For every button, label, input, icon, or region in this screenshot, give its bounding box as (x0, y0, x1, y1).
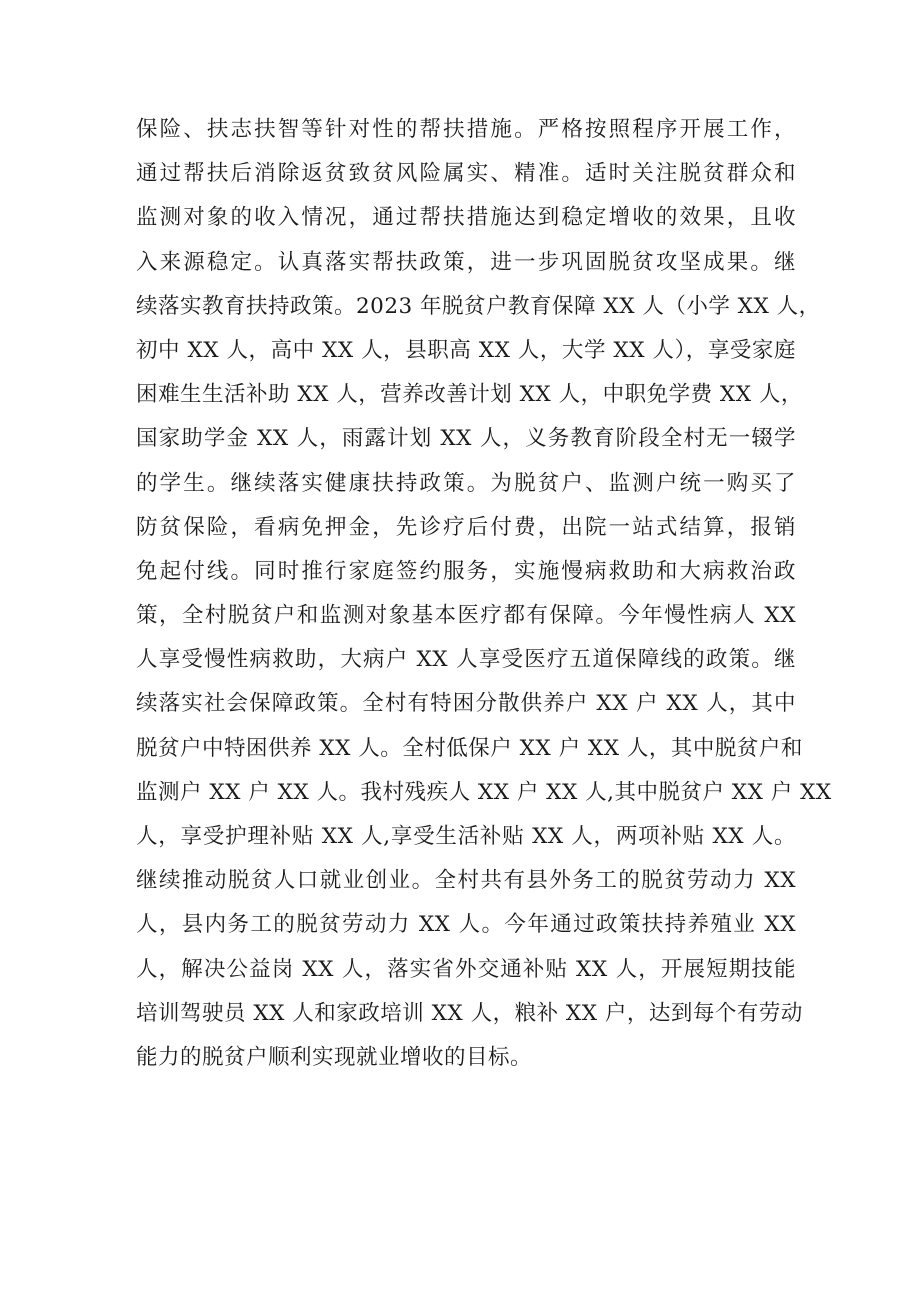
text-line: 续落实教育扶持政策。2023 年脱贫户教育保障 XX 人（小学 XX 人， (136, 293, 821, 319)
text-line: 人，县内务工的脱贫劳动力 XX 人。今年通过政策扶持养殖业 XX (136, 912, 796, 938)
text-line: 国家助学金 XX 人，雨露计划 XX 人，义务教育阶段全村无一辍学 (136, 426, 796, 452)
text-line: 人享受慢性病救助，大病户 XX 人享受医疗五道保障线的政策。继 (136, 647, 796, 673)
text-line: 能力的脱贫户顺利实现就业增收的目标。 (136, 1044, 533, 1070)
text-line: 免起付线。同时推行家庭签约服务，实施慢病救助和大病救治政 (136, 558, 796, 584)
text-line: 继续推动脱贫人口就业创业。全村共有县外务工的脱贫劳动力 XX (136, 868, 796, 894)
text-line: 培训驾驶员 XX 人和家政培训 XX 人，粮补 XX 户，达到每个有劳动 (136, 1000, 803, 1026)
text-line: 保险、扶志扶智等针对性的帮扶措施。严格按照程序开展工作， (136, 117, 796, 142)
text-line: 初中 XX 人，高中 XX 人，县职高 XX 人，大学 XX 人），享受家庭 (136, 337, 796, 363)
text-line: 续落实社会保障政策。全村有特困分散供养户 XX 户 XX 人，其中 (136, 691, 796, 717)
text-line: 通过帮扶后消除返贫致贫风险属实、精准。适时关注脱贫群众和 (136, 161, 796, 187)
body-paragraph (136, 108, 832, 1080)
text-line: 的学生。继续落实健康扶持政策。为脱贫户、监测户统一购买了 (136, 470, 796, 496)
text-line: 入来源稳定。认真落实帮扶政策，进一步巩固脱贫攻坚成果。继 (136, 249, 796, 275)
text-line: 监测对象的收入情况，通过帮扶措施达到稳定增收的效果，且收 (136, 205, 796, 231)
text-line: 策，全村脱贫户和监测对象基本医疗都有保障。今年慢性病人 XX (136, 603, 796, 629)
text-line: 监测户 XX 户 XX 人。我村残疾人 XX 户 XX 人,其中脱贫户 XX 户 XX (136, 779, 832, 805)
text-line: 困难生生活补助 XX 人，营养改善计划 XX 人，中职免学费 XX 人， (136, 382, 803, 408)
text-line: 脱贫户中特困供养 XX 人。全村低保户 XX 户 XX 人，其中脱贫户和 (136, 735, 803, 761)
text-line: 人，享受护理补贴 XX 人,享受生活补贴 XX 人，两项补贴 XX 人。 (136, 824, 796, 849)
text-line: 防贫保险，看病免押金，先诊疗后付费，出院一站式结算，报销 (136, 514, 796, 540)
text-line: 人，解决公益岗 XX 人，落实省外交通补贴 XX 人，开展短期技能 (136, 956, 796, 982)
